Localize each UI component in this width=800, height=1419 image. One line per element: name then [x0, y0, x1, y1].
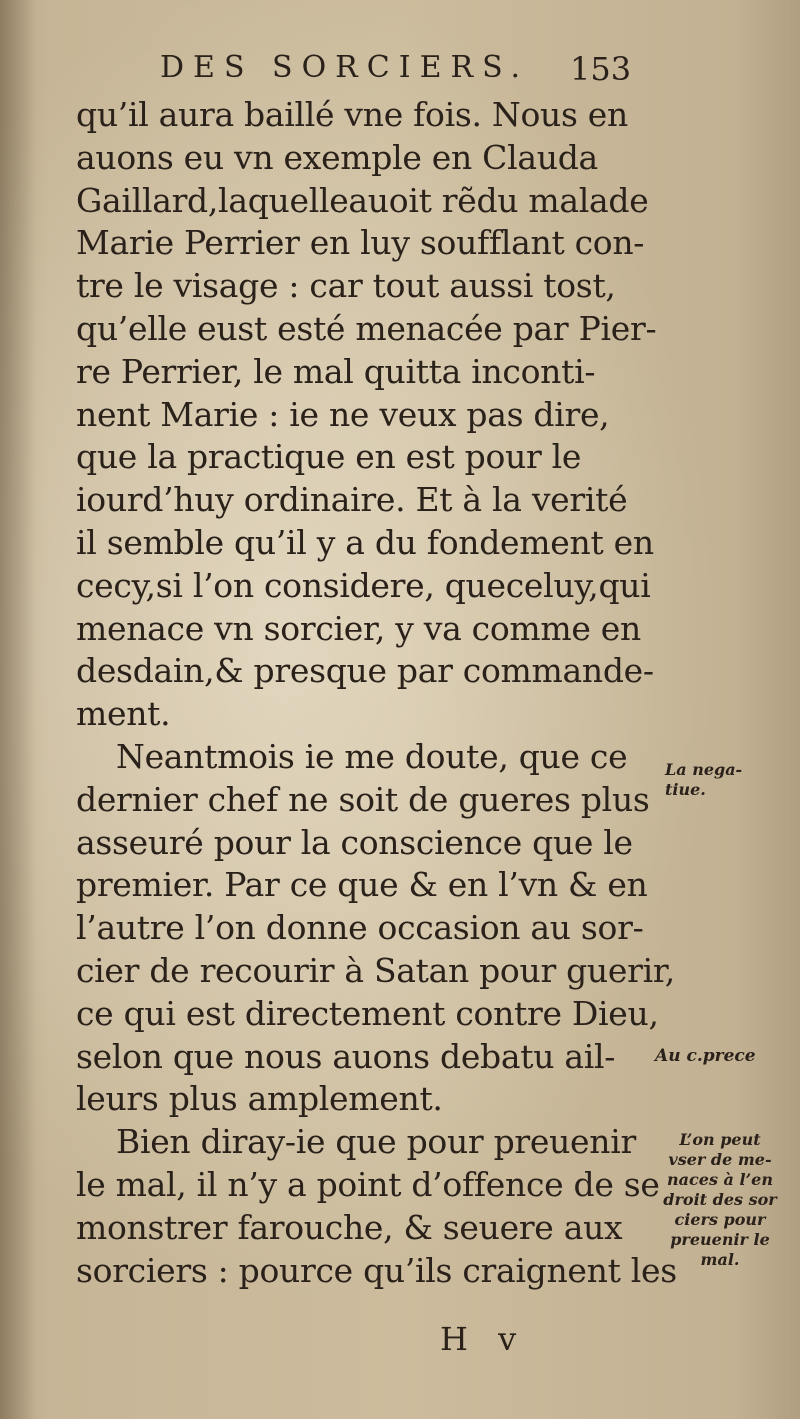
- text-line: re Perrier, le mal quitta inconti-: [76, 351, 596, 391]
- running-head: DES SORCIERS.: [160, 50, 530, 85]
- text-line: ment.: [76, 694, 171, 734]
- text-line: tre le visage : car tout aussi tost,: [76, 266, 616, 306]
- text-line: que la practique en est pour le: [76, 437, 582, 477]
- text-line: cier de recourir à Satan pour guerir,: [76, 950, 675, 990]
- margin-note-line: preuenir le: [670, 1230, 770, 1249]
- text-line: l’autre l’on donne occasion au sor-: [76, 908, 644, 948]
- margin-note-threats: [655, 1130, 785, 1270]
- text-line: qu’elle eust esté menacée par Pier-: [76, 308, 657, 348]
- signature-mark: H v: [440, 1320, 527, 1358]
- text-line: Gaillard,laquelleauoit rẽdu malade: [76, 180, 649, 220]
- margin-note-line: vser de me-: [668, 1150, 772, 1169]
- body-text: [76, 94, 677, 1292]
- text-line: il semble qu’il y a du fondement en: [76, 522, 654, 562]
- text-line: Marie Perrier en luy soufflant con-: [76, 223, 645, 263]
- text-line: desdain,& presque par commande-: [76, 651, 654, 691]
- text-line: premier. Par ce que & en l’vn & en: [76, 865, 648, 905]
- margin-note-negative: [665, 760, 742, 800]
- text-line: auons eu vn exemple en Clauda: [76, 137, 598, 177]
- margin-note-line: tiue.: [665, 780, 706, 799]
- text-line: nent Marie : ie ne veux pas dire,: [76, 394, 610, 434]
- text-line: leurs plus amplement.: [76, 1079, 443, 1119]
- margin-note-line: mal.: [700, 1250, 740, 1269]
- page-header: [160, 50, 640, 90]
- page-number: 153: [570, 50, 632, 88]
- text-line: menace vn sorcier, y va comme en: [76, 608, 641, 648]
- margin-note-reference: [655, 1046, 756, 1066]
- paragraph-start-line: Bien diray-ie que pour preuenir: [116, 1122, 636, 1162]
- margin-note-line: ciers pour: [674, 1210, 766, 1229]
- text-line: cecy,si l’on considere, queceluy,qui: [76, 565, 651, 605]
- text-line: qu’il aura baillé vne fois. Nous en: [76, 95, 628, 134]
- text-line: iourd’huy ordinaire. Et à la verité: [76, 480, 628, 520]
- text-line: monstrer farouche, & seuere aux: [76, 1207, 623, 1247]
- text-line: selon que nous auons debatu ail-: [76, 1036, 616, 1076]
- text-line: asseuré pour la conscience que le: [76, 822, 633, 862]
- margin-note-line: Au c.prece: [655, 1046, 756, 1066]
- margin-note-line: La nega-: [665, 760, 743, 779]
- margin-note-line: L’on peut: [679, 1130, 761, 1149]
- paragraph-start-line: Neantmois ie me doute, que ce: [116, 736, 628, 776]
- gutter-shadow: [0, 0, 36, 1419]
- margin-note-line: droit des sor: [663, 1190, 777, 1209]
- margin-note-line: naces à l’en: [667, 1170, 773, 1189]
- text-line: ce qui est directement contre Dieu,: [76, 993, 659, 1033]
- text-line: sorciers : pource qu’ils craignent les: [76, 1250, 677, 1290]
- text-line: le mal, il n’y a point d’offence de se: [76, 1164, 660, 1204]
- text-line: dernier chef ne soit de gueres plus: [76, 779, 650, 819]
